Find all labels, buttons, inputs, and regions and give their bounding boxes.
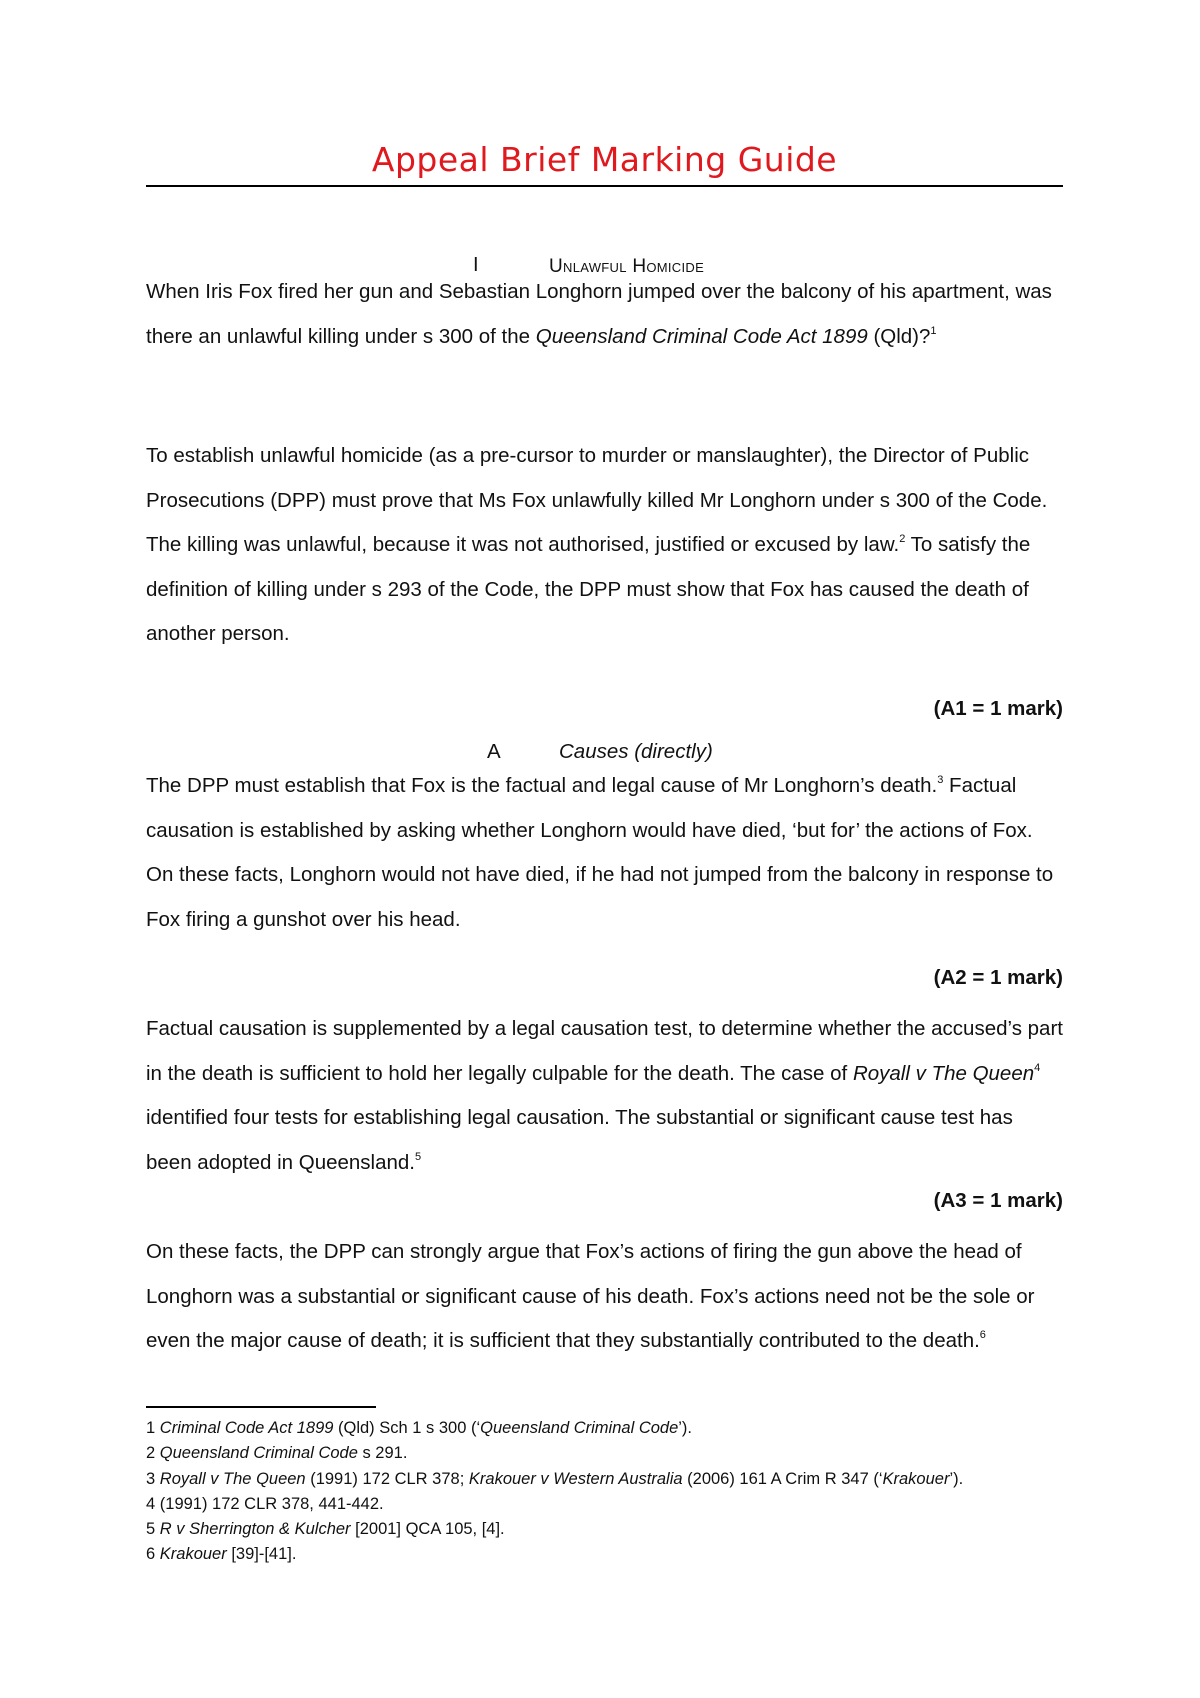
subsection-letter: A bbox=[487, 740, 501, 763]
section-number: I bbox=[473, 254, 479, 276]
mark-a1: (A1 = 1 mark) bbox=[933, 697, 1063, 720]
footnote-5: 5 R v Sherrington & Kulcher [2001] QCA 105, [4]. bbox=[146, 1520, 505, 1539]
paragraph-causation: The DPP must establish that Fox is the factual and legal cause of Mr Longhorn’s death.$^3$ Factual causation is established by asking whether Longhorn would have died, ‘but for’ the actions of Fox. On these facts, Longhorn would not have died, if he had not jumped from the balcony in response to Fox firing a gunshot over his head. bbox=[146, 774, 1054, 931]
mark-a3: (A3 = 1 mark) bbox=[933, 1189, 1063, 1212]
title-underline bbox=[146, 185, 1063, 187]
paragraph-substantial-cause: On these facts, the DPP can strongly argue that Fox’s actions of firing the gun above the head of Longhorn was a substantial or significant cause of his death. Fox’s actions need not be the sole or even the major cause of death; it is sufficient that they substantially contributed to the death.$^6$ bbox=[146, 1240, 1035, 1352]
act-title: Queensland Criminal Code Act 1899 bbox=[535, 324, 868, 348]
footnote-ref[interactable]: 1 bbox=[930, 324, 937, 337]
mark-a2: (A2 = 1 mark) bbox=[933, 966, 1063, 989]
footnote-2: 2 Queensland Criminal Code s 291. bbox=[146, 1444, 408, 1463]
paragraph-unlawful-homicide: To establish unlawful homicide (as a pre-cursor to murder or manslaughter), the Director of Public Prosecutions (DPP) must prove that Ms Fox unlawfully killed Mr Longhorn under s 300 of the Code. The killing was unlawful, because it was not authorised, justified or excused by law.$^2$ To satisfy the definition of killing under s 293 of the Code, the DPP must show that Fox has caused the death of another person. bbox=[146, 444, 1048, 645]
footnote-4: 4 (1991) 172 CLR 378, 441-442. bbox=[146, 1494, 384, 1513]
question-paragraph: When Iris Fox fired her gun and Sebastian Longhorn jumped over the balcony of his apartment, was there an unlawful killing under s 300 of the Queensland Criminal Code Act 1899 (Qld)?$^1$ bbox=[146, 280, 1052, 348]
footnote-1: 1 Criminal Code Act 1899 (Qld) Sch 1 s 300 (‘Queensland Criminal Code’). bbox=[146, 1419, 693, 1437]
footnote-separator bbox=[146, 1406, 376, 1408]
page-title: Appeal Brief Marking Guide bbox=[371, 140, 838, 179]
footnote-3: 3 Royall v The Queen (1991) 172 CLR 378; Krakouer v Western Australia (2006) 161 A Crim R 347 (‘Krakouer’). bbox=[146, 1469, 964, 1488]
paragraph-legal-causation: Factual causation is supplemented by a legal causation test, to determine whether the accused’s part in the death is sufficient to hold her legally culpable for the death. The case of Royall v The Queen$^4$ identified four tests for establishing legal causation. The substantial or significant cause test has been adopted in Queensland.$^5$ bbox=[146, 1017, 1063, 1174]
case-name: Royall v The Queen bbox=[852, 1061, 1035, 1085]
section-title: Unlawful Homicide bbox=[549, 256, 705, 277]
footnote-ref[interactable]: 4 bbox=[1034, 1061, 1041, 1074]
footnote-ref[interactable]: 2 bbox=[899, 533, 906, 545]
subsection-title: Causes (directly) bbox=[559, 740, 713, 763]
footnotes bbox=[146, 1416, 1063, 1568]
footnote-ref[interactable]: 5 bbox=[415, 1150, 422, 1163]
footnote-6: 6 Krakouer [39]-[41]. bbox=[146, 1545, 297, 1564]
footnote-ref[interactable]: 3 bbox=[937, 774, 944, 786]
footnote-ref[interactable]: 6 bbox=[979, 1329, 986, 1341]
